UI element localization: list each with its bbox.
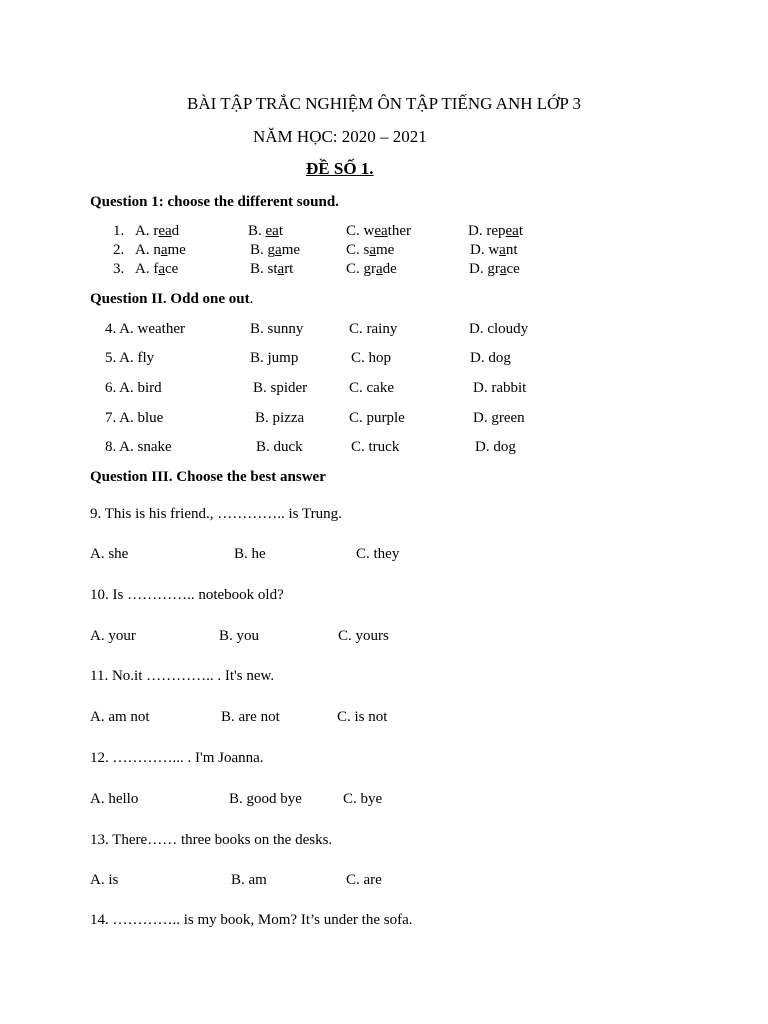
q3-question: 14. ………….. is my book, Mom? It’s under the sofa. [90, 912, 413, 928]
question-3-heading: Question III. Choose the best answer [90, 469, 326, 485]
q3-question: 12. …………... . I'm Joanna. [90, 750, 264, 766]
q2-option-d: D. dog [470, 350, 511, 366]
q3-option-b: B. are not [221, 709, 280, 725]
school-year: NĂM HỌC: 2020 – 2021 [253, 127, 427, 146]
q2-option-d: D. green [473, 410, 525, 426]
test-number: ĐỀ SỐ 1. [306, 159, 374, 178]
q2-option-b: B. duck [256, 439, 303, 455]
q3-option-c: C. they [356, 546, 400, 562]
q3-question: 9. This is his friend., ………….. is Trung. [90, 506, 342, 522]
question-2-heading: Question II. Odd one out. [90, 291, 254, 307]
q2-option-c: C. truck [351, 439, 400, 455]
q1-item-number: 1. [113, 223, 125, 239]
q2-option-a: 6. A. bird [105, 380, 162, 396]
q2-option-b: B. spider [253, 380, 308, 396]
q1-option-b: B. game [250, 242, 301, 258]
q3-option-c: C. is not [337, 709, 388, 725]
q3-option-b: B. good bye [229, 791, 302, 807]
q2-option-a: 4. A. weather [105, 321, 185, 337]
question-1-heading [90, 193, 339, 211]
question-1-instruction: : choose the different sound. [158, 194, 339, 210]
q1-option-c: C. weather [346, 223, 411, 239]
q2-option-a: 8. A. snake [105, 439, 172, 455]
q3-question: 10. Is ………….. notebook old? [90, 587, 284, 603]
q3-option-c: C. are [346, 872, 382, 888]
q2-option-b: B. sunny [250, 321, 304, 337]
q3-option-a: A. am not [90, 709, 150, 725]
q1-item-number: 3. [113, 261, 125, 277]
q3-option-b: B. am [231, 872, 267, 888]
q2-option-d: D. rabbit [473, 380, 527, 396]
q1-option-d: D. grace [469, 261, 520, 277]
question-1-label: Question 1 [90, 194, 159, 210]
q1-option-d: D. repeat [468, 223, 523, 239]
q2-option-b: B. jump [250, 350, 299, 366]
q3-option-a: A. is [90, 872, 119, 888]
q3-question: 13. There…… three books on the desks. [90, 832, 333, 848]
q3-option-a: A. your [90, 628, 136, 644]
q2-option-a: 7. A. blue [105, 410, 164, 426]
q3-option-a: A. hello [90, 791, 139, 807]
q1-option-c: C. grade [346, 261, 397, 277]
q1-option-b: B. start [250, 261, 294, 277]
q3-option-a: A. she [90, 546, 129, 562]
document-title: BÀI TẬP TRẮC NGHIỆM ÔN TẬP TIẾNG ANH LỚP 3 [186, 94, 581, 113]
q1-item-number: 2. [113, 242, 125, 258]
q1-option-a: A. read [135, 223, 180, 239]
q1-option-a: A. face [135, 261, 179, 277]
q2-option-d: D. dog [475, 439, 516, 455]
q3-question: 11. No.it ………….. . It's new. [90, 668, 275, 684]
q2-option-c: C. rainy [349, 321, 398, 337]
q1-option-a: A. name [135, 242, 186, 258]
q1-option-d: D. want [470, 242, 518, 258]
q3-option-b: B. you [219, 628, 260, 644]
q2-option-c: C. hop [351, 350, 392, 366]
q2-option-c: C. purple [349, 410, 405, 426]
q3-option-c: C. yours [338, 628, 389, 644]
q3-option-c: C. bye [343, 791, 383, 807]
q2-option-c: C. cake [349, 380, 394, 396]
q2-option-b: B. pizza [255, 410, 305, 426]
q2-option-d: D. cloudy [469, 321, 529, 337]
q1-option-b: B. eat [248, 223, 284, 239]
q3-option-b: B. he [234, 546, 266, 562]
q1-option-c: C. same [346, 242, 395, 258]
q2-option-a: 5. A. fly [105, 350, 155, 366]
